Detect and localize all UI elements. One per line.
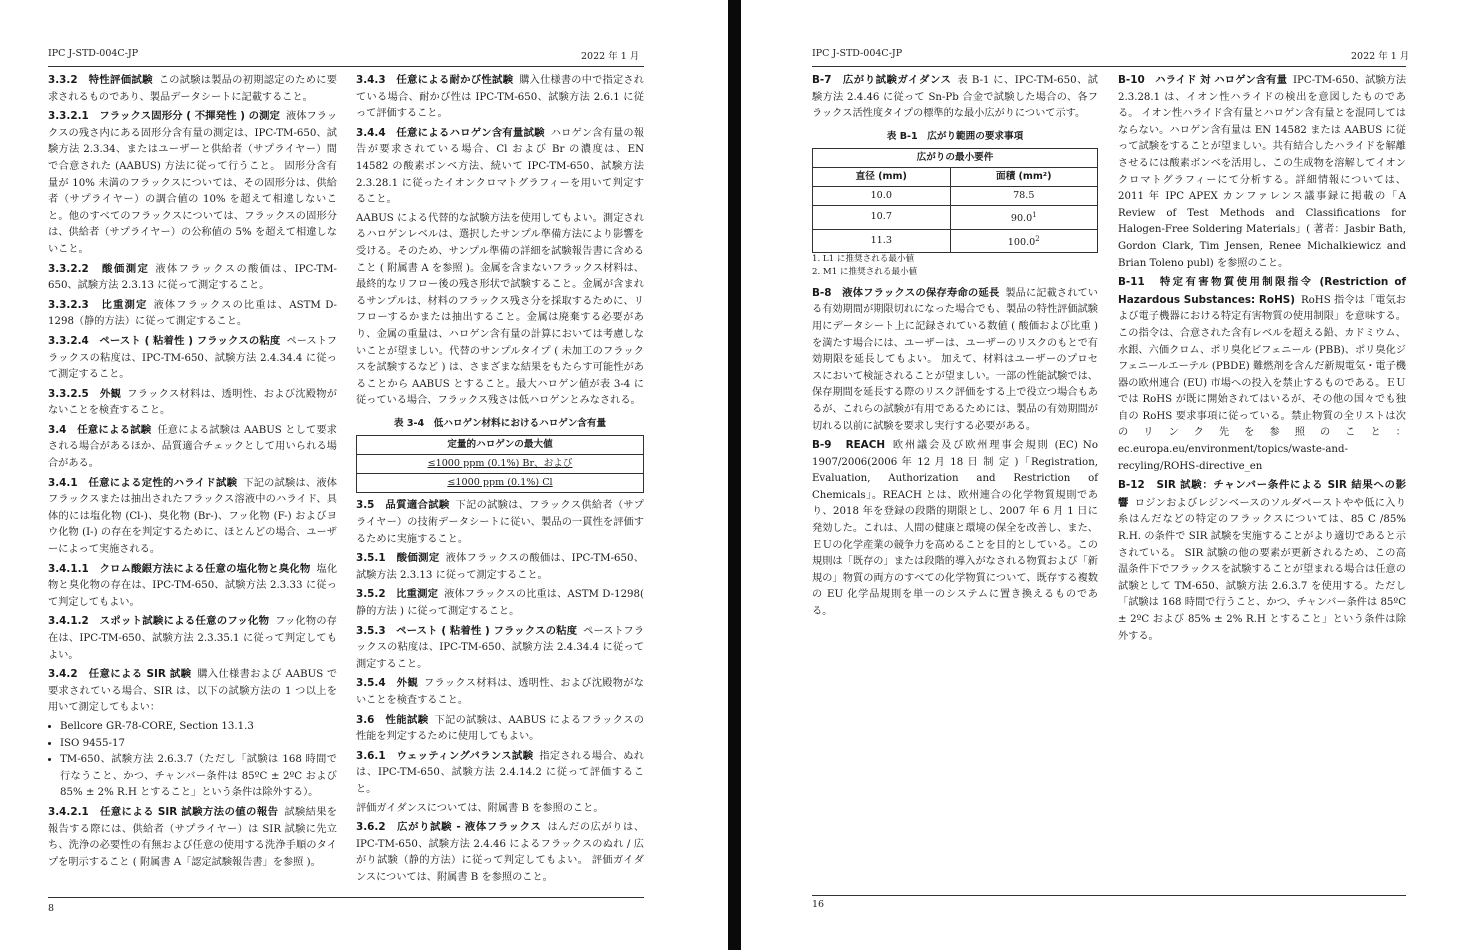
section-paragraph [356, 712, 644, 746]
table-row [813, 229, 1098, 252]
section-paragraph [812, 437, 1098, 621]
section-heading: 3.5.1 酸価測定 [356, 552, 440, 565]
table-row [813, 187, 1098, 206]
section-heading: 3.4.1 任意による定性的ハライド試験 [48, 476, 238, 489]
list-item: • TM-650、試験方法 2.6.3.7（ただし「試験は 168 時間で行なうこと、かつ、チャンバー条件は 85ºC ± 2ºC および 85% ± 2% R.H とすること」という条件は除外する）。 [60, 752, 337, 802]
header-rule [812, 66, 1406, 67]
section-paragraph [356, 623, 644, 674]
section-paragraph [48, 297, 337, 331]
section-text: はんだの広がりは、IPC-TM-650、試験方法 2.4.46 によるフラックスのぬれ / 広がり試験（静的方法）に従って判定してもよい。 評価ガイダンスについては、附属書 B を参照のこと。 [356, 822, 645, 883]
area-value: 78.5 [1013, 190, 1035, 202]
section-text: 下記の試験は、フラックス供給者（サプライヤー）の技術データシートに従い、製品の一貫性を評価するために実施すること。 [356, 500, 644, 545]
section-paragraph [356, 550, 644, 584]
section-text: 下記の試験は、液体フラックスまたは抽出されたフラックス溶液中のハライド、具体的には塩化物 (Cl-)、臭化物 (Br-)、フッ化物 (F-) およびヨウ化物 (I-) の存在を判定するために、ほとんどの場合、ユーザーによって実施される。 [48, 477, 337, 556]
section-text: この試験は製品の初期認定のために要求されるものであり、製品データシートに記載すること。 [48, 75, 337, 103]
section-heading: B-8 液体フラックスの保存寿命の延長 [812, 286, 1000, 299]
page-number: 16 [812, 899, 825, 910]
section-heading: B-9 REACH [812, 439, 886, 452]
area-value: 90.0 [1010, 213, 1033, 225]
section-paragraph [48, 261, 337, 295]
section-paragraph [48, 108, 337, 258]
section-heading: 3.4 任意による試験 [48, 423, 152, 436]
page-divider [728, 0, 741, 950]
section-paragraph [48, 72, 337, 106]
diameter-cell: 10.7 [813, 206, 951, 229]
section-text: 液体フラックスの比重は、ASTM D-1298（静的方法）に従って測定すること。 [48, 299, 337, 328]
right-column-2 [1118, 72, 1406, 647]
section-paragraph [356, 748, 644, 799]
section-text: ペーストフラックスの粘度は、IPC-TM-650、試験方法 2.4.34.4 に従って測定すること。 [356, 625, 645, 670]
section-heading: 3.5.3 ペースト ( 粘着性 ) フラックスの粘度 [356, 624, 578, 637]
section-heading: B-10 ハライド 対 ハロゲン含有量 [1118, 74, 1288, 86]
section-heading: B-12 SIR 試験：チャンバー条件による SIR 結果への影響 [1118, 479, 1406, 509]
section-paragraph [356, 211, 644, 410]
section-heading: 3.4.4 任意によるハロゲン含有量試験 [356, 126, 545, 139]
section-paragraph [48, 666, 337, 717]
section-text: ハロゲン含有量の報告が要求されている場合、Cl および Br の濃度は、EN 14582 の酸素ボンベ方法、続いて IPC-TM-650、試験方法 2.3.28.1 に従ったイオンクロマトグラフィーを用いて判定すること。 [356, 127, 645, 206]
section-heading: 3.5 品質適合試験 [356, 499, 450, 512]
section-text: ロジンおよびレジンベースのソルダペーストやや低に入り糸はんだなどの特定のフラックスについては、85 C /85% R.H. の条件で SIR 試験を実施することがより適切であると示されている。 SIR 試験の他の要素が更新されるため、この高温条件下でフラックスを試験することが望まれる場合は任意の試験として TM-650、試験方法 2.6.3.7 を使用する。ただし「試験は 168 時間で行うこと、かつ、チャンバー条件は 85ºC ± 2ºC および 85% ± 2% R.H とすること」という条件は除外する。 [1118, 497, 1406, 642]
section-paragraph [48, 475, 337, 559]
section-heading: B-11 特定有害物質使用制限指令 (Restriction of Hazardous Substances: RoHS) [1118, 276, 1406, 306]
section-text: IPC-TM-650、試験方法 2.3.28.1 は、イオン性ハライドの検出を意図したものである。 イオン性ハライド含有量とハロゲン含有量とを混同してはならない。ハロゲン含有量は EN 14582 または AABUS に従って試験をすることが望ましい。共有結合したハライドを解離させるには酸素ボンベを活用し、この生成物を溶解してイオンクロマトグラフィーにて分析する。詳細情報については、2011 年 IPC APEX カンファレンス議事録に掲載の「A Review of Test Methods and Classifications for Halogen-Free Soldering Materials」( 著者：Jasbir Bath, Gordon Clark, Tim Jensen, Renee Michalkiewicz and Brian Toleno publ) を参照のこと。 [1118, 75, 1407, 269]
section-text: 任意による試験は AABUS として要求される場合があるほか、品質適合チェックとして用いられる場合がある。 [48, 424, 337, 470]
table-3-4-caption: 表 3-4 低ハロゲン材料におけるハロゲン含有量 [393, 417, 607, 429]
section-paragraph [48, 333, 337, 384]
section-text: 液体フラックスの酸価は、IPC-TM-650、試験方法 2.3.13 に従って測定すること。 [48, 263, 337, 292]
section-b-7: B-7 広がり試験ガイダンス 表 B-1 に、IPC-TM-650、試験方法 2.4.46 に従って Sn-Pb 合金で試験した場合の、各フラックス活性度タイプの標準的な最小広がりについて示す。 [812, 74, 1098, 120]
section-heading: 3.6 性能試験 [356, 713, 429, 726]
section-text: AABUS による代替的な試験方法を使用してもよい。測定されるハロゲンレベルは、選択したサンプル準備方法により影響を受ける。そのため、サンプル準備の詳細を試験報告書に含めること ( 附属書 A を参照 )。金属を含まないフラックス材料は、最終的なリフロー後の残さ形状で試験すること。金属が含まれるサンプルは、材料のフラックス残さ分を採取するために、リフローするかまたは抽出すること。金属は廃棄する必要があり、金属の重量は、ハロゲン含有量の計算においては考慮しないことが望ましい。代替のサンプルタイプ ( 未加工のフラックスを試験するなど ) は、さまざまな結果をもたらす可能性があることから AABUS とすること。最大ハロゲン値が表 3-4 に従っている場合、フラックス残さは低ハロゲンとみなされる。 [356, 212, 644, 407]
section-paragraph [356, 125, 644, 209]
diameter-cell: 11.3 [813, 229, 951, 252]
section-heading: 3.3.2.5 外観 [48, 387, 122, 400]
table-3-4 [356, 435, 644, 493]
table-3-4-row: ≤1000 ppm (0.1%) Cl [357, 474, 644, 493]
section-heading: 3.3.2 特性評価試験 [48, 74, 153, 86]
table-note: 2. M1 に推奨される最小値 [812, 266, 918, 277]
section-heading: 3.5.2 比重測定 [356, 588, 439, 601]
header-doc-id: IPC J-STD-004C-JP [812, 48, 903, 59]
section-text: 欧州議会及び欧州理事会規則 (EC) No 1907/2006(2006 年 12 月 18 日 制 定 )「Registration, Evaluation, Authorization and Restriction of Chemicals」。REACH とは、欧州連合の化学物質規則であり、2018 年を登録の段階的期限とし、2007 年 6 月 1 日に発効した。これは、人間の健康と環境の保全を改善し、また、ＥＵの化学産業の競争力を高めることを目的としている。この規則は「既存の」または段階的導入がなされる物質および「新規の」物質の両方のすべての化学物質について、既存する複数の EU 化学品規則を単一のシステムに置き換えるものである。 [812, 440, 1098, 618]
section-paragraph [356, 675, 644, 709]
section-text: 液体フラックスの酸価は、IPC-TM-650、試験方法 2.3.13 に従って測定すること。 [356, 553, 644, 581]
section-paragraph [48, 386, 337, 420]
sir-method-list [48, 719, 337, 802]
footnote-ref: 2 [1035, 234, 1040, 243]
list-item: • ISO 9455-17 [60, 736, 337, 753]
section-heading: 3.6.1 ウェッティングバランス試験 [356, 749, 534, 762]
section-paragraph [1118, 477, 1406, 645]
header-doc-id: IPC J-STD-004C-JP [48, 48, 139, 59]
table-3-4-row: ≤1000 ppm (0.1%) Br、および [357, 455, 644, 474]
diameter-cell: 10.0 [813, 187, 951, 206]
section-heading: 3.6.2 広がり試験 - 液体フラックス [356, 821, 542, 834]
section-heading: 3.4.3 任意による耐かび性試験 [356, 74, 514, 86]
header-date: 2022 年 1 月 [581, 51, 640, 62]
area-cell [950, 229, 1097, 252]
section-text: 評価ガイダンスについては、附属書 B を参照のこと。 [356, 802, 604, 814]
footer-rule [48, 897, 644, 898]
table-b-1-col-area: 面積 (mm²) [950, 168, 1097, 187]
page-number: 8 [48, 903, 55, 914]
table-b-1 [812, 148, 1098, 252]
left-column-2 [356, 72, 644, 889]
section-text: 購入仕様書の中で指定されている場合、耐かび性は IPC-TM-650、試験方法 2.6.1 に従って評価すること。 [356, 75, 644, 120]
section-text: 製品に記載されている有効期間が期限切れになった場合でも、製品の特性評価試験用にデータシート上に記録されている数値 ( 酸価および比重 ) を満たす場合には、ユーザーは、ユーザーのリスクのもとで有効期限を延長してもよい。 加えて、材料はユーザーのプロセスにおいて検証されることが望ましい。一部の性能試験では、保存期間を延長する際のリスク評価をする上で役立つ場合もあるが、これらの試験が有用であるためには、製品の有効期間が切れる以前に試験を要求し実行する必要がある。 [812, 287, 1098, 432]
section-paragraph [356, 497, 644, 548]
table-b-1-caption: 表 B-1 広がり範囲の要求事項 [886, 130, 1024, 142]
area-cell [950, 187, 1097, 206]
left-page [0, 0, 728, 950]
area-value: 100.0 [1007, 236, 1036, 248]
section-heading: 3.4.1.2 スポット試験による任意のフッ化物 [48, 615, 270, 628]
section-paragraph [48, 422, 337, 473]
footnote-ref: 1 [1032, 211, 1037, 220]
section-paragraph [356, 801, 644, 818]
section-text: 指定される場合、ぬれは、IPC-TM-650、試験方法 2.4.14.2 に従って評価すること。 [356, 750, 644, 795]
right-column-1 [812, 72, 1098, 623]
section-heading: 3.3.2.1 フラックス固形分 ( 不揮発性 ) の測定 [48, 110, 281, 123]
right-page [741, 0, 1474, 950]
area-cell [950, 206, 1097, 229]
section-text: 液体フラックスの残さ内にある固形分含有量の測定は、IPC-TM-650、試験方法 2.3.34、またはユーザーと供給者（サプライヤー）間で合意された (AABUS) 方法に従って行うこと。 固形分含有量が 10% 未満のフラックスについては、その固形分は、供給者（サプライヤー）の調合値の 10% を超えて相違しないこと。他のすべてのフラックスについては、フラックスの固形分は、供給者（サプライヤー）の公称値の 5% を超えて相違しないこと。 [48, 111, 338, 255]
section-text: 購入仕様書および AABUS で要求されている場合、SIR は、以下の試験方法の 1 つ以上を用いて測定してもよい： [48, 669, 338, 714]
header-date: 2022 年 1 月 [1351, 51, 1410, 62]
header-rule [48, 66, 644, 67]
section-text: 液体フラックスの比重は、ASTM D-1298( 静的方法 ) に従って測定すること。 [356, 589, 644, 618]
section-text: フラックス材料は、透明性、および沈殿物がないことを検査すること。 [356, 678, 644, 706]
section-paragraph [356, 72, 644, 123]
section-paragraph [812, 285, 1098, 435]
section-heading: 3.3.2.3 比重測定 [48, 298, 148, 311]
section-text: 下記の試験は、AABUS によるフラックスの性能を判定するために使用してもよい。 [356, 714, 644, 743]
section-heading: 3.4.2 任意による SIR 試験 [48, 668, 192, 681]
section-heading: 3.5.4 外観 [356, 677, 419, 690]
table-row [813, 206, 1098, 229]
section-paragraph [48, 613, 337, 664]
table-3-4-header: 定量的ハロゲンの最大値 [357, 436, 644, 455]
section-text: フラックス材料は、透明性、および沈殿物がないことを検査すること。 [48, 388, 337, 417]
section-heading: 3.3.2.2 酸価測定 [48, 262, 150, 275]
table-b-1-group-header: 広がりの最小要件 [813, 149, 1098, 168]
section-paragraph [356, 819, 644, 886]
section-paragraph [1118, 274, 1406, 475]
section-text: ペーストフラックスの粘度は、IPC-TM-650、試験方法 2.4.34.4 に従って測定すること。 [48, 335, 337, 381]
table-b-1-col-diameter: 直径 (mm) [813, 168, 951, 187]
section-3-4-2-1: 3.4.2.1 任意による SIR 試験方法の値の報告 試験結果を報告する際には、供給者（サプライヤー）は SIR 試験に先立ち、洗浄の必要性の有無および任意の使用する洗浄手順のタイプを明示すること ( 附属書 A「認定試験報告書」を参照 )。 [48, 805, 337, 868]
section-paragraph [1118, 72, 1406, 272]
section-paragraph [48, 561, 337, 612]
section-text: 塩化物と臭化物の存在は、IPC-TM-650、試験方法 2.3.33 に従って判定してもよい。 [48, 563, 338, 608]
left-column-1 [48, 72, 337, 873]
section-text: フッ化物の存在は、IPC-TM-650、試験方法 2.3.35.1 に従って判定してもよい。 [48, 616, 337, 661]
table-note: 1. L1 に推奨される最小値 [812, 253, 915, 264]
list-item: • Bellcore GR-78-CORE, Section 13.1.3 [60, 719, 337, 736]
section-heading: 3.3.2.4 ペースト ( 粘着性 ) フラックスの粘度 [48, 334, 281, 347]
footer-rule [812, 895, 1406, 896]
section-heading: 3.4.1.1 クロム酸銀方法による任意の塩化物と臭化物 [48, 562, 311, 575]
section-text: RoHS 指令は「電気および電子機器における特定有害物質の使用制限」を意味する。 この指令は、合意された含有レベルを超える鉛、カドミウム、水銀、六価クロム、ポリ臭化ビフェニール (PBB)、ポリ臭化ジフェニールエーテル (PBDE) 難燃剤を含んだ新規電気・電子機器の欧州連合 (EU) 市場への投入を禁止するものである。ＥＵでは RoHS が既に開始されてはいるが、その他の国々でも独自の RoHS 要求事項に従っている。禁止物質の全リストは次のリンク先を参照のこと：ec.europa.eu/environment/topics/waste-and-recyling/ROHS-directive_en [1118, 294, 1406, 472]
section-paragraph [356, 586, 644, 620]
